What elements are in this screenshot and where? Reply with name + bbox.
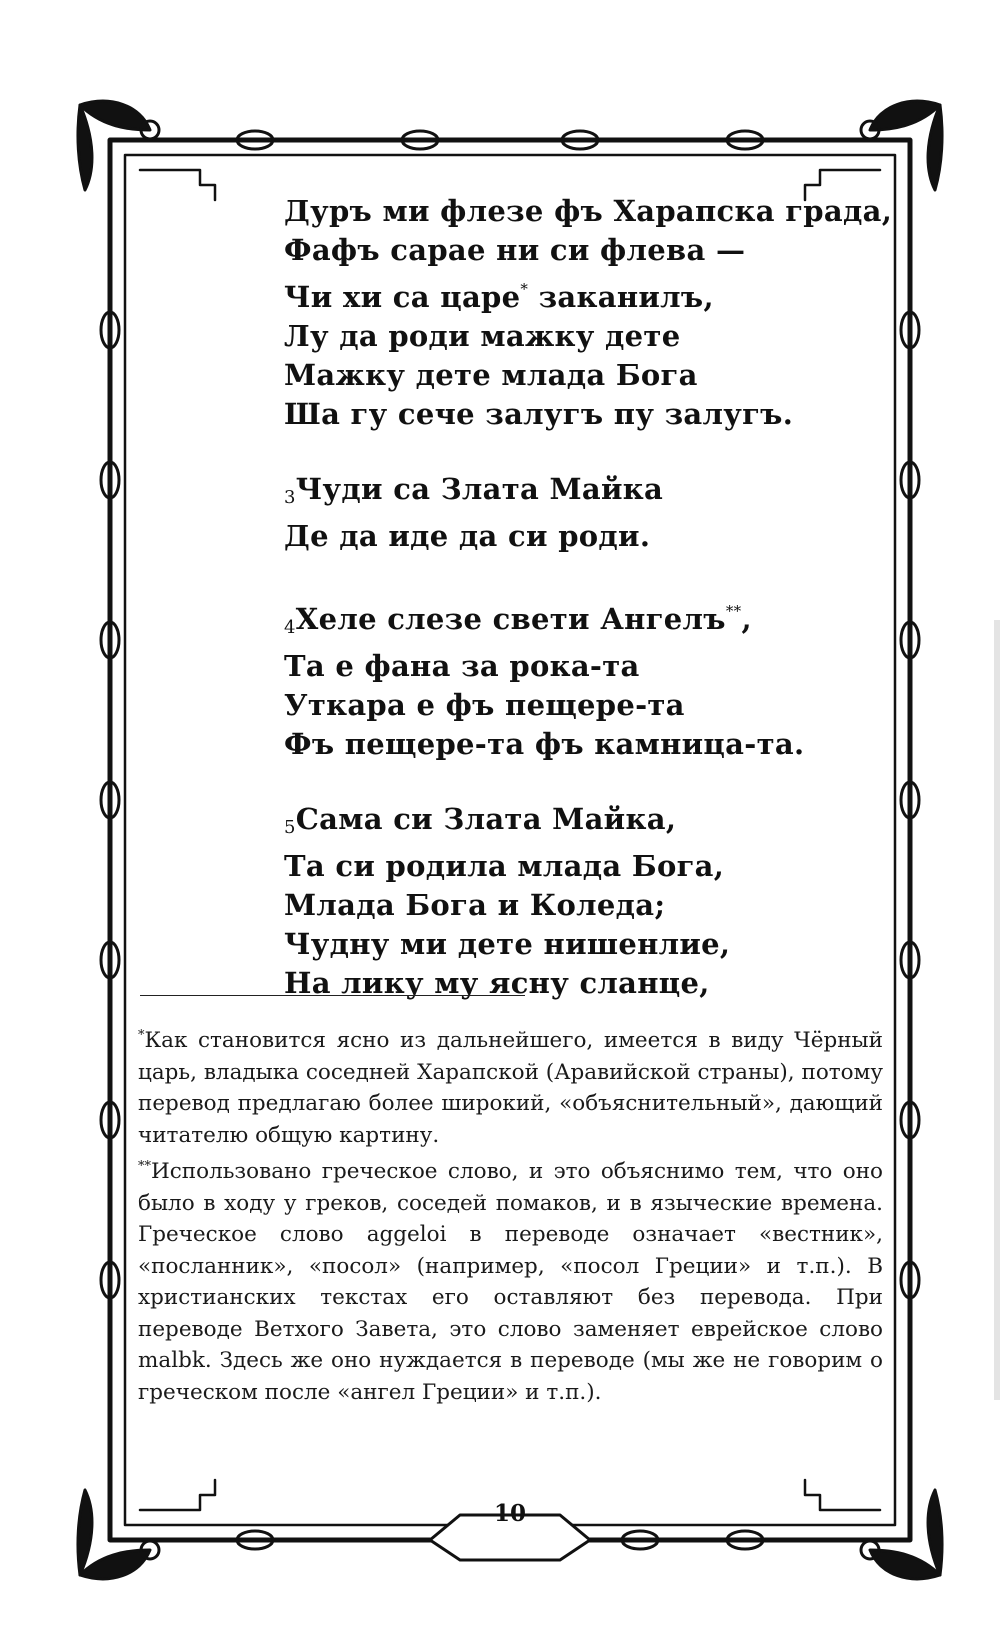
verse-line: Ша гу сече залугъ пу залугъ. (284, 397, 794, 431)
verse-line (284, 800, 904, 847)
verse-line-text: Чуди са Злата Майка (295, 472, 664, 506)
footnote-1 (138, 1020, 883, 1151)
verse-line-text: заканилъ, (528, 280, 714, 314)
footnote-2 (138, 1151, 883, 1408)
verse-number: 3 (284, 487, 296, 508)
stanza-3 (284, 470, 904, 556)
verse-line: Мажку дете млада Бога (284, 358, 698, 392)
stanza-5 (284, 800, 904, 1003)
footnote-marker: ** (725, 602, 742, 620)
footnote-text: Как становится ясно из дальнейшего, имеется в виду Чёрный царь, владыка соседней Харапской (Аравийской страны), потому перевод предлагаю более широкий, «объяснительный», дающий читателю общую картину. (138, 1028, 883, 1148)
footnote-text: Использовано греческое слово, и это объяснимо тем, что оно было в ходу у греков, соседей помаков, и в языческие времена. Греческое слово aggeloi в переводе означает «вестник», «посланник», «посол» (например, «посол Греции» и т.п.). В христианских текстах его оставляют без перевода. При переводе Ветхого Завета, это слово заменяет еврейское слово malbk. Здесь же оно нуждается в переводе (мы же не говорим о греческом после «ангел Греции» и т.п.). (138, 1159, 883, 1405)
verse-line: Де да иде да си роди. (284, 519, 651, 553)
footnote-marker: * (520, 280, 529, 298)
verse-line: Чудну ми дете нишенлие, (284, 927, 731, 961)
verse-line: Фъ пещере-та фъ камница-та. (284, 727, 805, 761)
verse-number: 5 (284, 817, 296, 838)
verse-line-text: Чи хи са царе (284, 280, 521, 314)
verse-line (284, 470, 904, 517)
verse-block (284, 192, 904, 1039)
verse-line-text: Хеле слезе свети Ангелъ (295, 602, 726, 636)
verse-line: Дуръ ми флезе фъ Харапска града, (284, 194, 893, 228)
verse-line: Фафъ сарае ни си флева — (284, 233, 746, 267)
footnotes (138, 1020, 883, 1408)
verse-line: Та си родила млада Бога, (284, 849, 725, 883)
verse-line-text: Сама си Злата Майка, (295, 802, 677, 836)
stanza-4 (284, 592, 904, 764)
verse-line: Млада Бога и Коледа; (284, 888, 666, 922)
verse-line (284, 270, 904, 317)
page-number: 10 (493, 1500, 526, 1527)
verse-line: На лику му ясну сланце, (284, 966, 710, 1000)
verse-line: Уткара е фъ пещере-та (284, 688, 685, 722)
verse-line: Та е фана за рока-та (284, 649, 640, 683)
footnote-mark: * (138, 1028, 145, 1043)
verse-number: 4 (284, 617, 296, 638)
verse-line (284, 592, 904, 647)
stanza-1 (284, 192, 904, 434)
footnote-mark: ** (138, 1159, 151, 1174)
verse-line: Лу да роди мажку дете (284, 319, 681, 353)
footnote-divider (140, 995, 525, 996)
verse-line-text: , (741, 602, 752, 636)
